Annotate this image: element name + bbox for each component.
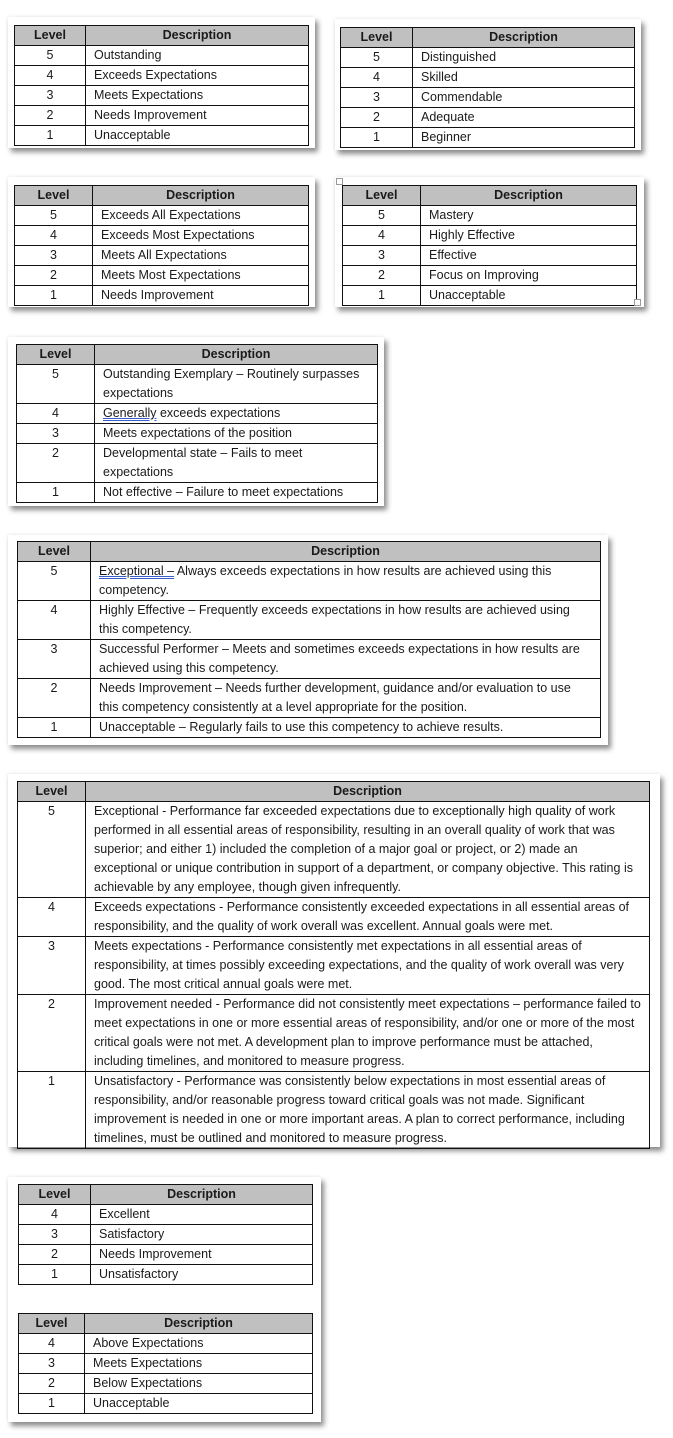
table-row (343, 206, 637, 226)
description-cell: Needs Improvement – Needs further development, guidance and/or evaluation to use this competency consistently at a level appropriate for the position. (91, 679, 601, 718)
description-cell: Commendable (413, 88, 635, 108)
table-row (15, 46, 309, 66)
table-row (19, 1205, 313, 1225)
description-column-header: Description (413, 28, 635, 48)
description-cell: Highly Effective (421, 226, 637, 246)
description-cell: Beginner (413, 128, 635, 148)
table-row (18, 679, 601, 718)
table-row (15, 206, 309, 226)
description-cell: Exceeds All Expectations (93, 206, 309, 226)
level-cell: 1 (18, 718, 91, 738)
description-column-header: Description (85, 1314, 313, 1334)
rating-table-2 (340, 27, 635, 148)
description-cell: Not effective – Failure to meet expectations (95, 483, 378, 503)
level-cell: 3 (18, 640, 91, 679)
description-cell: Needs Improvement (86, 106, 309, 126)
proofing-underline: Generally (103, 406, 157, 420)
level-cell: 1 (15, 126, 86, 146)
header-row (18, 542, 601, 562)
description-cell: Successful Performer – Meets and sometimes exceeds expectations in how results are achieved using this competency. (91, 640, 601, 679)
description-column-header: Description (86, 26, 309, 46)
header-row (15, 186, 309, 206)
table-row (15, 106, 309, 126)
rating-scale-card-7 (8, 774, 660, 1147)
level-cell: 1 (17, 483, 95, 503)
table-row (18, 802, 650, 898)
level-cell: 5 (15, 206, 93, 226)
rating-scale-card-2 (335, 19, 641, 150)
header-row (19, 1185, 313, 1205)
table-row (15, 66, 309, 86)
table-row (19, 1354, 313, 1374)
description-cell: Meets Most Expectations (93, 266, 309, 286)
description-cell: Unacceptable (85, 1394, 313, 1414)
level-cell: 1 (19, 1394, 85, 1414)
level-column-header: Level (15, 26, 86, 46)
description-cell: Above Expectations (85, 1334, 313, 1354)
description-cell: Effective (421, 246, 637, 266)
level-column-header: Level (341, 28, 413, 48)
table-row (17, 444, 378, 483)
table-row (19, 1374, 313, 1394)
level-cell: 2 (341, 108, 413, 128)
level-cell: 3 (15, 246, 93, 266)
table-move-handle-icon[interactable] (336, 178, 343, 185)
description-cell: Unacceptable – Regularly fails to use this competency to achieve results. (91, 718, 601, 738)
level-cell: 4 (15, 226, 93, 246)
table-row (18, 1072, 650, 1149)
description-cell: Distinguished (413, 48, 635, 68)
level-cell: 3 (343, 246, 421, 266)
description-column-header: Description (93, 186, 309, 206)
table-row (18, 640, 601, 679)
table-row (15, 126, 309, 146)
table-row (18, 562, 601, 601)
level-cell: 2 (17, 444, 95, 483)
level-cell: 3 (19, 1225, 91, 1245)
level-cell: 4 (19, 1205, 91, 1225)
description-cell: Outstanding (86, 46, 309, 66)
description-cell: Meets expectations of the position (95, 424, 378, 444)
table-resize-handle-icon[interactable] (634, 299, 641, 306)
description-cell: Meets Expectations (85, 1354, 313, 1374)
description-column-header: Description (86, 782, 650, 802)
table-row (19, 1265, 313, 1285)
rating-table-8 (18, 1184, 313, 1285)
level-cell: 4 (15, 66, 86, 86)
level-cell: 3 (15, 86, 86, 106)
rating-scale-card-3 (8, 177, 315, 307)
description-cell: Meets All Expectations (93, 246, 309, 266)
rating-scale-card-6 (8, 535, 608, 745)
level-cell: 5 (343, 206, 421, 226)
table-row (18, 601, 601, 640)
level-cell: 4 (18, 898, 86, 937)
table-row (341, 68, 635, 88)
description-cell: Needs Improvement (91, 1245, 313, 1265)
level-cell: 5 (341, 48, 413, 68)
table-row (19, 1394, 313, 1414)
description-cell: Highly Effective – Frequently exceeds expectations in how results are achieved using this competency. (91, 601, 601, 640)
level-column-header: Level (343, 186, 421, 206)
rating-table-7 (17, 781, 650, 1149)
level-column-header: Level (19, 1185, 91, 1205)
table-row (341, 88, 635, 108)
description-cell: Developmental state – Fails to meet expectations (95, 444, 378, 483)
table-row (17, 424, 378, 444)
level-cell: 1 (19, 1265, 91, 1285)
table-row (15, 246, 309, 266)
rating-table-3 (14, 185, 309, 306)
level-cell: 3 (19, 1354, 85, 1374)
level-cell: 3 (341, 88, 413, 108)
description-cell: Below Expectations (85, 1374, 313, 1394)
header-row (341, 28, 635, 48)
level-cell: 2 (19, 1245, 91, 1265)
header-row (343, 186, 637, 206)
header-row (15, 26, 309, 46)
level-column-header: Level (19, 1314, 85, 1334)
table-row (15, 86, 309, 106)
level-cell: 1 (15, 286, 93, 306)
level-cell: 2 (19, 1374, 85, 1394)
table-row (17, 483, 378, 503)
rating-scale-card-1 (8, 17, 315, 148)
rating-table-9 (18, 1313, 313, 1414)
level-column-header: Level (17, 345, 95, 365)
level-cell: 5 (18, 562, 91, 601)
table-row (18, 937, 650, 995)
header-row (19, 1314, 313, 1334)
table-row (343, 266, 637, 286)
header-row (18, 782, 650, 802)
description-cell: Exceeds Expectations (86, 66, 309, 86)
description-cell: Satisfactory (91, 1225, 313, 1245)
description-cell: Meets Expectations (86, 86, 309, 106)
level-cell: 2 (18, 679, 91, 718)
table-row (17, 404, 378, 424)
level-cell: 3 (18, 937, 86, 995)
description-cell: Excellent (91, 1205, 313, 1225)
description-cell: Unsatisfactory (91, 1265, 313, 1285)
description-column-header: Description (95, 345, 378, 365)
description-cell: Unacceptable (86, 126, 309, 146)
description-column-header: Description (91, 1185, 313, 1205)
level-cell: 4 (19, 1334, 85, 1354)
level-cell: 2 (15, 106, 86, 126)
level-column-header: Level (15, 186, 93, 206)
level-cell: 5 (18, 802, 86, 898)
description-cell: Mastery (421, 206, 637, 226)
description-cell: Improvement needed - Performance did not consistently meet expectations – performance failed to meet expectations in one or more essential areas of responsibility, and/or one or more of the most critical goals were not met. A development plan to improve performance must be attached, including timelines, and monitored to measure progress. (86, 995, 650, 1072)
rating-scale-card-5 (8, 337, 384, 506)
table-row (15, 226, 309, 246)
level-cell: 3 (17, 424, 95, 444)
table-row (17, 365, 378, 404)
table-row (19, 1225, 313, 1245)
level-cell: 2 (343, 266, 421, 286)
description-cell: Exceptional - Performance far exceeded expectations due to exceptionally high quality of work performed in all essential areas of responsibility, resulting in an overall quality of work that was superior; and either 1) included the completion of a major goal or project, or 2) made an exceptional or unique contribution in support of a department, or company objective. This rating is achievable by any employee, though given infrequently. (86, 802, 650, 898)
description-cell: Needs Improvement (93, 286, 309, 306)
level-cell: 5 (15, 46, 86, 66)
level-cell: 4 (341, 68, 413, 88)
table-row (19, 1334, 313, 1354)
table-row (341, 48, 635, 68)
header-row (17, 345, 378, 365)
description-cell: Adequate (413, 108, 635, 128)
table-row (18, 718, 601, 738)
description-cell: Unsatisfactory - Performance was consistently below expectations in most essential areas of responsibility, and/or reasonable progress toward critical goals was not made. Significant improvement is needed in one or more important areas. A plan to correct performance, including timelines, must be outlined and monitored to measure progress. (86, 1072, 650, 1149)
description-column-header: Description (421, 186, 637, 206)
description-cell: Outstanding Exemplary – Routinely surpasses expectations (95, 365, 378, 404)
level-cell: 4 (17, 404, 95, 424)
level-cell: 4 (18, 601, 91, 640)
level-cell: 1 (18, 1072, 86, 1149)
table-row (343, 246, 637, 266)
level-column-header: Level (18, 542, 91, 562)
table-row (18, 898, 650, 937)
table-row (15, 266, 309, 286)
rating-table-4 (342, 185, 637, 306)
table-row (341, 108, 635, 128)
description-cell: Focus on Improving (421, 266, 637, 286)
table-row (343, 226, 637, 246)
table-row (15, 286, 309, 306)
description-cell: Generally exceeds expectations (95, 404, 378, 424)
table-row (18, 995, 650, 1072)
rating-scale-card-4 (335, 177, 644, 307)
table-row (343, 286, 637, 306)
level-cell: 4 (343, 226, 421, 246)
rating-table-5 (16, 344, 378, 503)
level-cell: 1 (343, 286, 421, 306)
table-row (19, 1245, 313, 1265)
table-row (341, 128, 635, 148)
level-column-header: Level (18, 782, 86, 802)
rating-table-6 (17, 541, 601, 738)
description-column-header: Description (91, 542, 601, 562)
description-cell: Exceeds expectations - Performance consistently exceeded expectations in all essential areas of responsibility, and the quality of work overall was excellent. Annual goals were met. (86, 898, 650, 937)
rating-table-1 (14, 25, 309, 146)
description-cell: Exceeds Most Expectations (93, 226, 309, 246)
description-cell: Meets expectations - Performance consistently met expectations in all essential areas of responsibility, at times possibly exceeding expectations, and the quality of work overall was very good. The most critical annual goals were met. (86, 937, 650, 995)
level-cell: 2 (18, 995, 86, 1072)
description-cell: Skilled (413, 68, 635, 88)
level-cell: 5 (17, 365, 95, 404)
level-cell: 1 (341, 128, 413, 148)
description-cell: Unacceptable (421, 286, 637, 306)
rating-scale-card-8 (8, 1177, 321, 1422)
description-cell: Exceptional – Always exceeds expectations in how results are achieved using this competency. (91, 562, 601, 601)
proofing-underline: Exceptional – (99, 564, 175, 578)
level-cell: 2 (15, 266, 93, 286)
